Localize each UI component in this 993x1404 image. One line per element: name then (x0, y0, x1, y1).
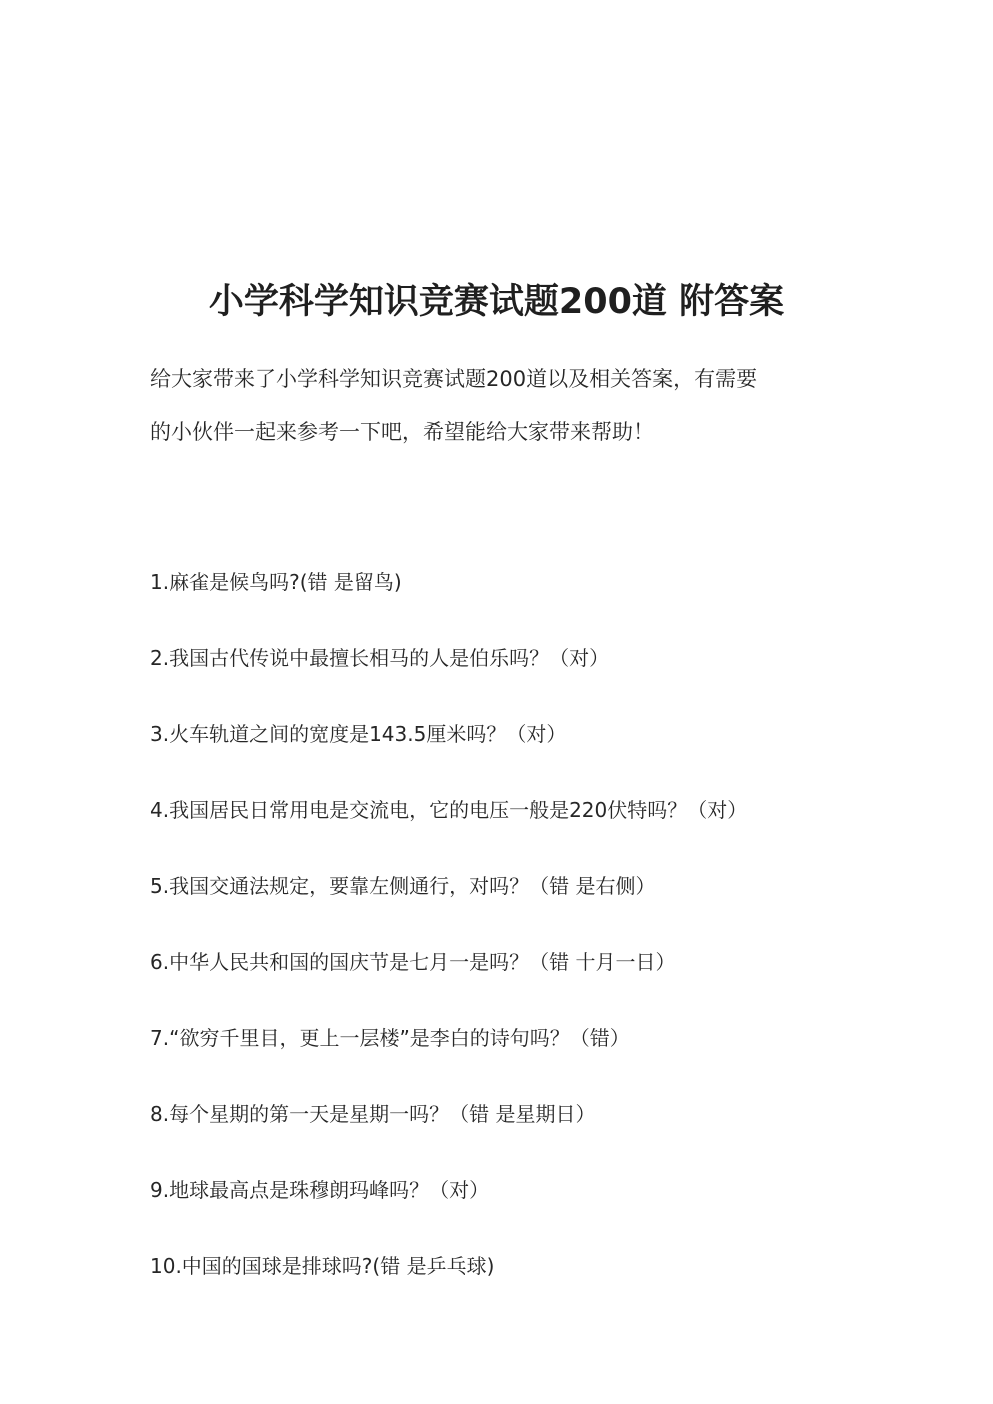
question-item: 7.“欲穷千里目，更上一层楼”是李白的诗句吗？（错） (150, 1026, 630, 1050)
intro-line: 给大家带来了小学科学知识竞赛试题200道以及相关答案，有需要 (150, 367, 758, 391)
document-title: 小学科学知识竞赛试题200道 附答案 (208, 282, 785, 322)
question-item: 3.火车轨道之间的宽度是143.5厘米吗？（对） (150, 722, 567, 746)
question-item: 8.每个星期的第一天是星期一吗？（错 是星期日） (150, 1102, 596, 1126)
question-item: 5.我国交通法规定，要靠左侧通行，对吗？（错 是右侧） (150, 874, 656, 898)
question-item: 2.我国古代传说中最擅长相马的人是伯乐吗？（对） (150, 646, 610, 670)
question-item: 4.我国居民日常用电是交流电，它的电压一般是220伏特吗？（对） (150, 798, 748, 822)
question-item: 9.地球最高点是珠穆朗玛峰吗？（对） (150, 1178, 490, 1202)
intro-paragraph (150, 360, 850, 451)
question-item: 10.中国的国球是排球吗?(错 是乒乓球) (150, 1254, 495, 1278)
intro-line: 的小伙伴一起来参考一下吧，希望能给大家带来帮助！ (150, 420, 654, 444)
question-item: 6.中华人民共和国的国庆节是七月一是吗？（错 十月一日） (150, 950, 676, 974)
question-item: 1.麻雀是候鸟吗?(错 是留鸟) (150, 570, 402, 594)
question-list (150, 563, 870, 1323)
